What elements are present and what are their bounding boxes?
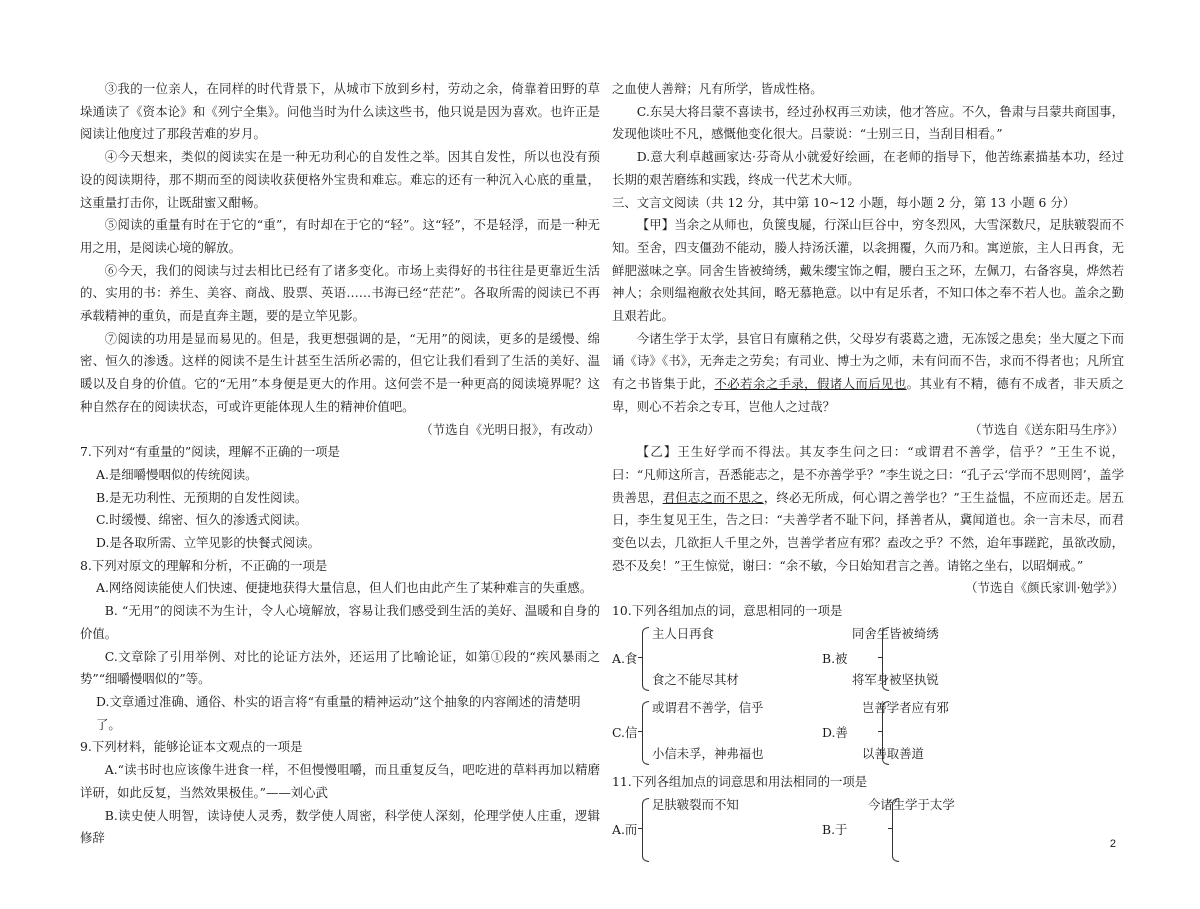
- question-8-option-a: A.网络阅读能使人们快速、便捷地获得大量信息，但人们也由此产生了某种难言的失重感。: [96, 580, 593, 596]
- q10-d-sentence-1: 岂善学者应有邪: [862, 699, 949, 715]
- question-7-stem: 7.下列对“有重量的”阅读，理解不正确的一项是: [80, 444, 340, 460]
- question-9-option-b: B.读史使人明智，读诗使人灵秀，数学使人周密，科学使人深刻，伦理学使人庄重，逻辑修辞: [80, 807, 600, 846]
- source-note: （节选自《光明日报》，有改动）: [420, 421, 600, 437]
- question-8-option-d: D.文章通过准确、通俗、朴实的语言将“有重量的精神运动”这个抽象的内容阐述的清楚明了。: [96, 693, 581, 732]
- q10-d-sentence-2: 以善取善道: [862, 745, 924, 761]
- question-9-stem: 9.下列材料，能够论证本文观点的一项是: [80, 739, 303, 755]
- paragraph-3: ③我的一位亲人，在同样的时代背景下，从城市下放到乡村，劳动之余，倚靠着田野的草垛通读了《资本论》和《列宁全集》。问他当时为什么读这些书，他只说是因为喜欢。也许正是阅读让他度过了那段苦难的岁月。: [80, 81, 600, 142]
- passage-jia-text-b: 。其业有不精，德有不成者，非天质之卑，则心不若余之专耳，岂他人之过哉？: [612, 376, 1125, 414]
- question-9-option-b-continued: 之血使人善辩；凡有所学，皆成性格。: [612, 81, 823, 96]
- page-number: 2: [1109, 838, 1116, 850]
- passage-jia-para-2: [612, 328, 1124, 419]
- question-9-option-a: A.“读书时也应该像牛进食一样，不但慢慢咀嚼，而且重复反刍，吧吃进的草料再加以精磨详研，如此反复，当然效果极佳。”——刘心武: [80, 762, 600, 800]
- question-11-stem: 11.下列各组加点的词意思和用法相同的一项是: [612, 773, 868, 789]
- passage-yi-text-a: 【乙】王生好学而不得法。其友李生问之曰：“或谓君不善学，信乎？”王生不说，曰：“凡师这所言，吾悉能志之，是不亦善学乎？”李生说之曰：“孔子云‘学而不思则罔’，盖学贵善思，: [612, 444, 1124, 505]
- question-9-option-c: C.东吴大将吕蒙不喜读书，经过孙权再三劝读，他才答应。不久，鲁肃与吕蒙共商国事，发现他谈吐不凡，感慨他变化很大。吕蒙说：“士别三日，当刮目相看。”: [612, 103, 1124, 142]
- question-11-row-1: [612, 794, 1124, 868]
- q10-c-sentence-1: 或谓君不善学，信乎: [652, 699, 764, 715]
- q10-b-sentence-1: 同舍生皆被绮绣: [852, 625, 939, 641]
- left-column: [80, 78, 600, 850]
- question-7-option-b: B.是无功利性、无预期的自发性阅读。: [96, 489, 308, 505]
- passage-jia-underlined: 不必若余之手录，假诸人而后见也: [714, 376, 907, 392]
- passage-yi-source: （节选自《颜氏家训·勉学》）: [965, 580, 1124, 596]
- q11-a-label: A.而: [612, 821, 638, 837]
- brace-icon: [642, 701, 651, 765]
- question-8-stem: 8.下列对原文的理解和分析，不正确的一项是: [80, 557, 328, 573]
- q10-c-label: C.信: [612, 724, 638, 740]
- question-8-option-c: C.文章除了引用举例、对比的论证方法外，还运用了比喻论证，如第①段的“疾风暴雨之势”“细嚼慢咽似的”等。: [80, 648, 600, 687]
- brace-icon: [642, 798, 651, 862]
- section-3-heading: 三、文言文阅读（共 12 分，其中第 10~12 小题，每小题 2 分，第 13 小题 6 分）: [612, 194, 1076, 210]
- passage-yi-text-b: ，终必无所成，何心谓之善学也？”王生益愠，不应而还走。居五日，李生复见王生，告之曰：“夫善学者不耻下问，择善者从，冀闻道也。余一言未尽，而君变色以去，几欲拒人千里之外，岂善学者应有邪？盍改之乎？不然，迨年事蹉跎，虽欲改励，恐不及矣！”王生惊觉，谢曰：“余不敏，今日始知君言之善。请铭之坐右，以昭炯戒。”: [612, 489, 1125, 573]
- brace-icon: [642, 627, 651, 691]
- question-10-row-2: [612, 697, 1124, 771]
- paragraph-6: ⑥今天，我们的阅读与过去相比已经有了诸多变化。市场上卖得好的书往往是更靠近生活的、实用的书：养生、美容、商战、股票、英语……书海已经“茫茫”。各取所需的阅读已不再承载精神的重负，而是直奔主题，要的是立竿见影。: [80, 262, 600, 324]
- q10-b-label: B.被: [822, 650, 848, 666]
- paragraph-4: ④今天想来，类似的阅读实在是一种无功利心的自发性之举。因其自发性，所以也没有预设的阅读期待，那不期而至的阅读收获便格外宝贵和难忘。难忘的还有一种沉入心底的重量，这重量打击你，让既甜蜜又酣畅。: [80, 149, 600, 210]
- question-8-option-b: B. “无用”的阅读不为生计，令人心境解放，容易让我们感受到生活的美好、温暖和自身的价值。: [80, 603, 600, 641]
- q10-d-label: D.善: [822, 724, 848, 740]
- passage-yi: [612, 441, 1124, 577]
- passage-yi-underlined: 君但志之而不思之: [662, 489, 764, 505]
- q10-a-label: A.食: [612, 650, 638, 666]
- passage-jia-source: （节选自《送东阳马生序》）: [969, 421, 1124, 437]
- question-10-row-1: [612, 623, 1124, 697]
- question-7-option-c: C.时缓慢、绵密、恒久的渗透式阅读。: [96, 512, 308, 528]
- question-7-option-a: A.是细嚼慢咽似的传统阅读。: [96, 466, 258, 482]
- q11-b-label: B.于: [822, 821, 848, 837]
- question-9-option-d: D.意大利卓越画家达·芬奇从小就爱好绘画，在老师的指导下，他苦练素描基本功，经过长期的艰苦磨练和实践，终成一代艺术大师。: [612, 149, 1124, 187]
- q10-c-sentence-2: 小信未孚，神弗福也: [652, 745, 764, 761]
- q10-a-sentence-1: 主人日再食: [652, 625, 714, 641]
- q11-a-sentence-1: 足肤皲裂而不知: [652, 796, 739, 812]
- paragraph-7: ⑦阅读的功用是显而易见的。但是，我更想强调的是，“无用”的阅读，更多的是缓慢、绵密、恒久的渗透。这样的阅读不是生计甚至生活所必需的，但它让我们看到了生活的美好、温暖以及自身的价值。它的“无用”本身便是更大的作用。这何尝不是一种更高的阅读境界呢？这种自然存在的阅读状态，可或许更能体现人生的精神价值吧。: [80, 330, 600, 414]
- q10-a-sentence-2: 食之不能尽其材: [652, 671, 739, 687]
- question-10-stem: 10.下列各组加点的词，意思相同的一项是: [612, 603, 843, 619]
- right-column: [612, 78, 1124, 868]
- q10-b-sentence-2: 将军身被坚执锐: [852, 671, 939, 687]
- paragraph-5: ⑤阅读的重量有时在于它的“重”，有时却在于它的“轻”。这“轻”，不是轻浮，而是一种无用之用，是阅读心境的解放。: [80, 217, 600, 255]
- question-7-option-d: D.是各取所需、立竿见影的快餐式阅读。: [96, 535, 321, 551]
- q11-b-sentence-1: 今诸生学于太学: [868, 796, 955, 812]
- passage-jia-text-a: 今诸生学于太学，县官日有廪稍之供，父母岁有裘葛之遗，无冻馁之患矣；坐大厦之下而诵《诗》《书》，无奔走之劳矣；有司业、博士为之师，未有问而不告，求而不得者也；凡所宜有之书皆集于此，: [612, 330, 1124, 392]
- passage-jia-para-1: 【甲】当余之从师也，负箧曳屣，行深山巨谷中，穷冬烈风，大雪深数尺，足肤皲裂而不知。至舍，四支僵劲不能动，媵人持汤沃灌，以衾拥覆，久而乃和。寓逆旅，主人日再食，无鲜肥滋味之享。同舍生皆被绮绣，戴朱缨宝饰之帽，腰白玉之环，左佩刀，右备容臭，烨然若神人；余则缊袍敝衣处其间，略无慕艳意。以中有足乐者，不知口体之奉不若人也。盖余之勤且艰若此。: [612, 217, 1124, 324]
